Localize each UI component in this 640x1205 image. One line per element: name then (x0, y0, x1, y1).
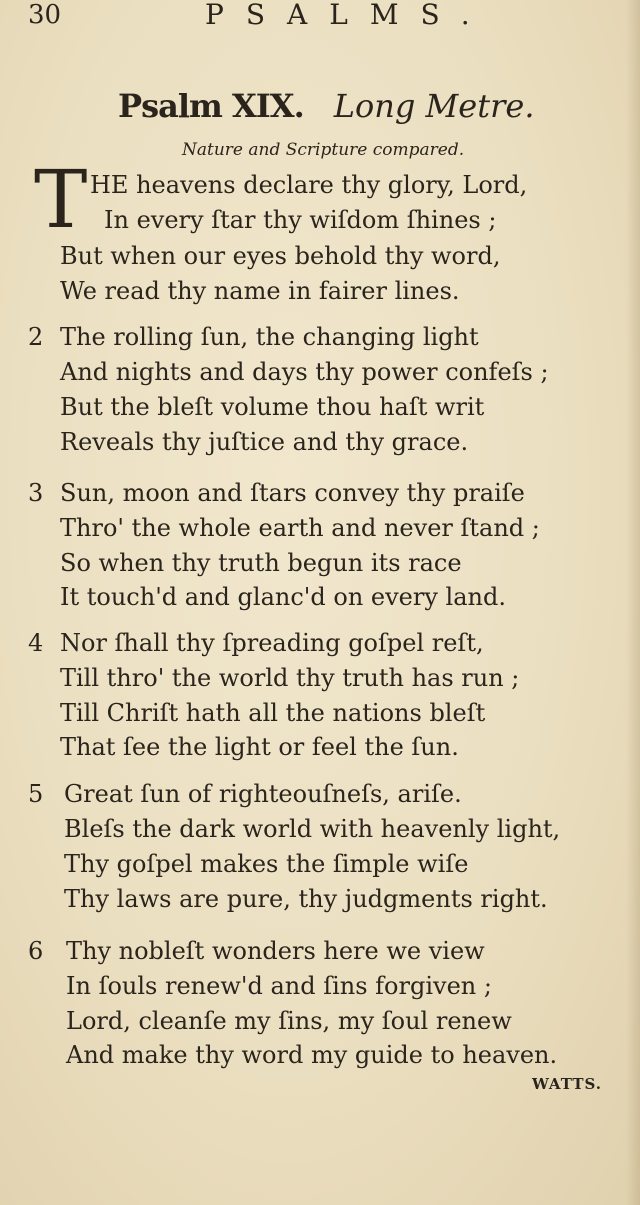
verse-line: So when thy truth begun its race (60, 549, 462, 577)
stanza-number: 6 (28, 937, 44, 965)
psalm-meter: Long Metre. (333, 87, 535, 125)
verse-line: But the bleſt volume thou haſt writ (60, 393, 485, 421)
verse-line: We read thy name in fairer lines. (60, 277, 460, 305)
verse-line: And nights and days thy power confeſs ; (60, 358, 549, 386)
page-edge-shadow (626, 0, 640, 1205)
drop-initial: T (34, 153, 88, 246)
verse-line: Thy goſpel makes the ſimple wiſe (64, 850, 469, 878)
page-number: 30 (28, 0, 62, 30)
verse-line: But when our eyes behold thy word, (60, 242, 501, 270)
stanza-number: 3 (28, 479, 44, 507)
verse-line: HE heavens declare thy glory, Lord, (90, 171, 528, 199)
running-head: PSALMS. (205, 0, 492, 31)
verse-line: In ſouls renew'd and ſins forgiven ; (66, 972, 492, 1000)
verse-line: Great ſun of righteouſneſs, ariſe. (64, 780, 462, 808)
stanza-number: 2 (28, 323, 44, 351)
verse-line: Sun, moon and ſtars convey thy praiſe (60, 479, 525, 507)
verse-line: Reveals thy juſtice and thy grace. (60, 428, 469, 456)
verse-line: That ſee the light or feel the ſun. (60, 733, 459, 761)
verse-line: In every ſtar thy wiſdom ſhines ; (104, 206, 497, 234)
verse-line: Thro' the whole earth and never ſtand ; (60, 514, 540, 542)
verse-line: Lord, cleanſe my ſins, my ſoul renew (66, 1007, 512, 1035)
attribution: WATTS. (532, 1075, 603, 1093)
verse-line: Bleſs the dark world with heavenly light, (64, 815, 561, 843)
verse-line: Thy nobleſt wonders here we view (66, 937, 485, 965)
stanza-number: 4 (28, 629, 44, 657)
verse-line: It touch'd and glanc'd on every land. (60, 583, 506, 611)
verse-line: Nor ſhall thy ſpreading goſpel reſt, (60, 629, 484, 657)
verse-line: And make thy word my guide to heaven. (66, 1041, 558, 1069)
verse-line: The rolling ſun, the changing light (60, 323, 479, 351)
verse-line: Till thro' the world thy truth has run ; (60, 664, 520, 692)
verse-line: Thy laws are pure, thy judgments right. (64, 885, 548, 913)
psalm-subtitle: Nature and Scripture compared. (182, 140, 465, 160)
stanza-number: 5 (28, 780, 44, 808)
psalm-number: Psalm XIX. (118, 87, 304, 125)
verse-line: Till Chriſt hath all the nations bleſt (60, 699, 486, 727)
psalm-title (118, 86, 534, 126)
